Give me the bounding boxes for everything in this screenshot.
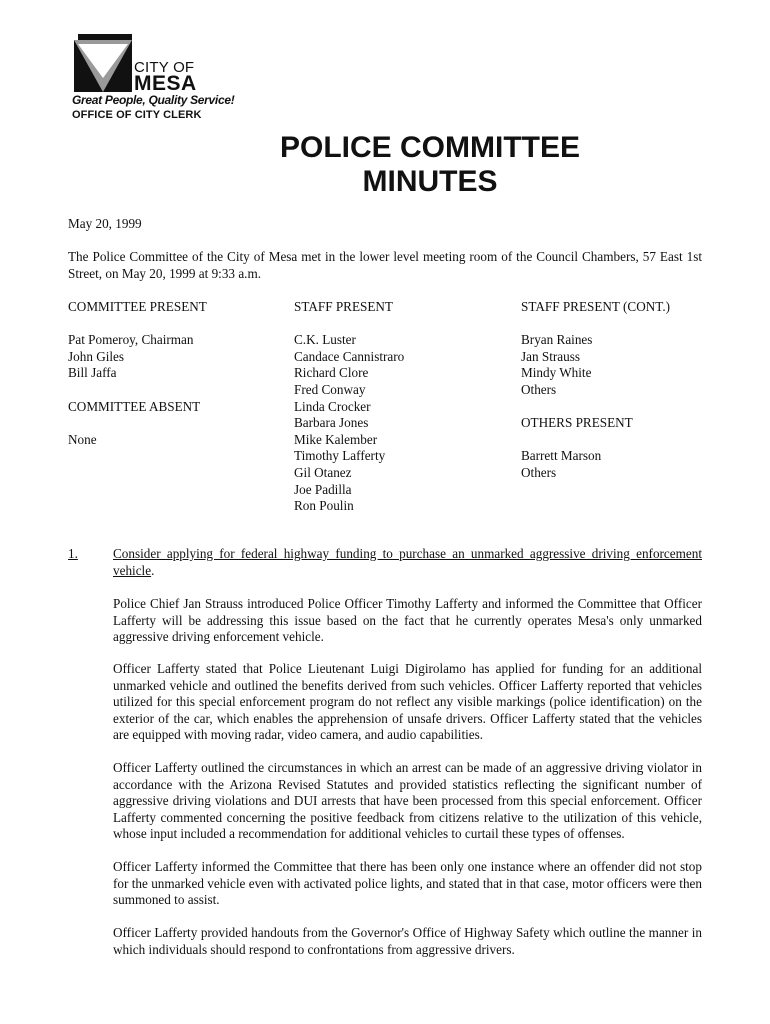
logo-mesa: MESA bbox=[134, 72, 197, 95]
committee-member: Pat Pomeroy, Chairman bbox=[68, 332, 194, 348]
staff-member: C.K. Luster bbox=[294, 332, 356, 348]
item-1-paragraph-2: Officer Lafferty stated that Police Lieutenant Luigi Digirolamo has applied for funding for an additional unmarked vehicle and outlined the benefits derived from such vehicles. Officer Lafferty reported that vehicles utilized for this special enforcement program do not reflect any visible markings (police identification) on the exterior of the car, which enables the apprehension of unsafe drivers. Officer Lafferty stated that the vehicles are equipped with moving radar, video camera, and audio capabilities. bbox=[113, 661, 702, 743]
city-logo bbox=[68, 34, 235, 126]
staff-member: Gil Otanez bbox=[294, 464, 352, 480]
others-present-heading: OTHERS PRESENT bbox=[521, 415, 633, 431]
staff-member: Mike Kalember bbox=[294, 431, 378, 447]
staff-member: Joe Padilla bbox=[294, 481, 352, 497]
staff-member: Jan Strauss bbox=[521, 348, 580, 364]
committee-absent-member: None bbox=[68, 431, 97, 447]
item-1-paragraph-5: Officer Lafferty provided handouts from the Governor's Office of Highway Safety which outline the manner in which individuals should respond to confrontations from aggressive drivers. bbox=[113, 925, 702, 957]
city-of-mesa-logo-mark-icon bbox=[74, 34, 132, 92]
meeting-date: May 20, 1999 bbox=[68, 216, 142, 231]
staff-member: Linda Crocker bbox=[294, 398, 371, 414]
staff-member: Ron Poulin bbox=[294, 498, 354, 514]
staff-member: Fred Conway bbox=[294, 381, 366, 397]
committee-member: John Giles bbox=[68, 348, 125, 364]
committee-member: Bill Jaffa bbox=[68, 365, 117, 381]
agenda-item-heading-period: . bbox=[151, 562, 155, 578]
logo-office-of-city-clerk: OFFICE OF CITY CLERK bbox=[72, 109, 202, 121]
others-member: Barrett Marson bbox=[521, 448, 602, 464]
committee-column bbox=[68, 299, 207, 448]
logo-city-of: CITY OF bbox=[134, 59, 195, 76]
staff-member: Timothy Lafferty bbox=[294, 448, 386, 464]
agenda-item-heading bbox=[113, 546, 702, 579]
page-title-line-2: MINUTES bbox=[362, 165, 498, 198]
logo-tagline: Great People, Quality Service! bbox=[72, 93, 235, 107]
staff-present-heading: STAFF PRESENT bbox=[294, 299, 393, 314]
page-title bbox=[0, 131, 770, 199]
staff-member: Others bbox=[521, 381, 557, 397]
staff-member: Mindy White bbox=[521, 365, 592, 381]
committee-present-heading: COMMITTEE PRESENT bbox=[68, 299, 207, 314]
staff-member: Barbara Jones bbox=[294, 415, 369, 431]
item-1-paragraph-3: Officer Lafferty outlined the circumstances in which an arrest can be made of an aggressive driving violator in accordance with the Arizona Revised Statutes and provided statistics reflecting the significant number of aggressive driving violations and DUI arrests that have been processed from this special enforcement. Officer Lafferty commented concerning the positive feedback from citizens relative to the utilization of this vehicle, whose input included a recommendation for additional vehicles to curtail these types of offenses. bbox=[113, 760, 702, 842]
item-1-paragraph-1: Police Chief Jan Strauss introduced Police Officer Timothy Lafferty and informed the Committee that Officer Lafferty will be addressing this issue based on the fact that he currently operates Mesa's only unmarked aggressive driving enforcement vehicle. bbox=[113, 596, 702, 645]
staff-member: Bryan Raines bbox=[521, 332, 593, 348]
agenda-item-heading-text: Consider applying for federal highway funding to purchase an unmarked aggressive driving enforcement vehicle bbox=[113, 546, 702, 578]
staff-member: Candace Cannistraro bbox=[294, 348, 405, 364]
committee-absent-heading: COMMITTEE ABSENT bbox=[68, 398, 201, 414]
item-1-paragraph-4: Officer Lafferty informed the Committee that there has been only one instance where an offender did not stop for the unmarked vehicle even with activated police lights, and stated that in that case, motor officers were then summoned to assist. bbox=[113, 859, 702, 908]
staff-column bbox=[294, 299, 404, 515]
agenda-item-number: 1. bbox=[68, 546, 78, 561]
staff-cont-column bbox=[521, 299, 670, 482]
staff-present-cont-heading: STAFF PRESENT (CONT.) bbox=[521, 299, 671, 314]
others-member: Others bbox=[521, 464, 557, 480]
page-title-line-1: POLICE COMMITTEE bbox=[280, 131, 580, 164]
meeting-intro: The Police Committee of the City of Mesa met in the lower level meeting room of the Council Chambers, 57 East 1st Street, on May 20, 1999 at 9:33 a.m. bbox=[68, 249, 702, 281]
staff-member: Richard Clore bbox=[294, 365, 369, 381]
